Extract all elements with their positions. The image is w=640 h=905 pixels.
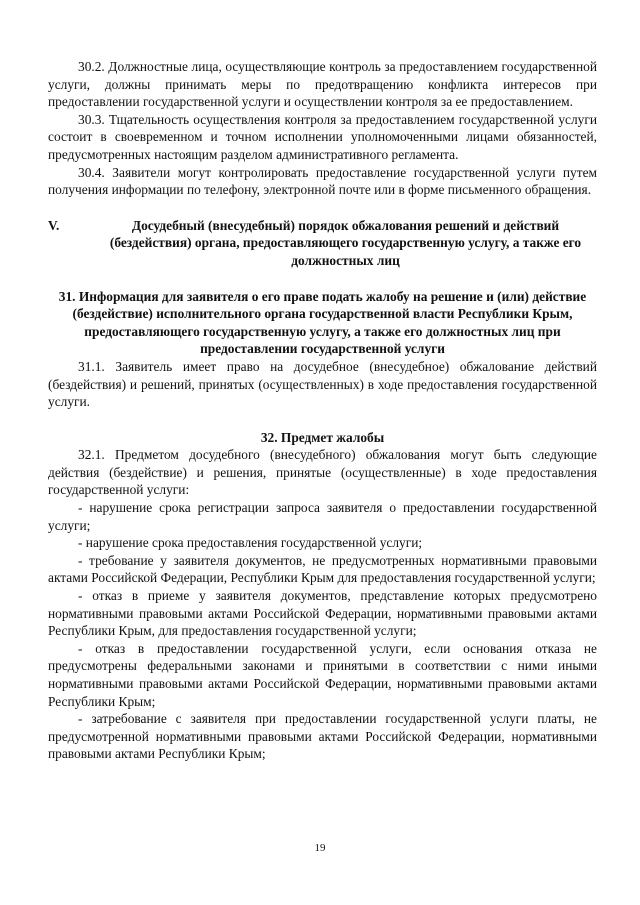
paragraph-30-3: 30.3. Тщательность осуществления контроля за предоставлением государственной услуги состоит в своевременном и точном исполнении уполномоченными лицами обязанностей, предусмотренных настоящим разделом административного регламента. — [48, 111, 597, 162]
list-item: - затребование с заявителя при предоставлении государственной услуги платы, не предусмотренной нормативными правовыми актами Российской Федерации, нормативными правовыми актами Республики Крым; — [48, 711, 597, 762]
list-item: - отказ в приеме у заявителя документов, представление которых предусмотрено нормативными правовыми актами Российской Федерации, нормативными правовыми актами Республики Крым, для предоставления государственной услуги; — [48, 588, 597, 639]
list-item: - нарушение срока предоставления государственной услуги; — [78, 535, 423, 551]
paragraph-30-4: 30.4. Заявители могут контролировать предоставление государственной услуги путем получения информации по телефону, электронной почте или в форме письменного обращения. — [48, 164, 597, 198]
paragraph-31-1: 31.1. Заявитель имеет право на досудебное (внесудебное) обжалование действий (бездействия) и решений, принятых (осуществленных) в ходе предоставления государственной услуги. — [48, 358, 597, 410]
section-v-title: Досудебный (внесудебный) порядок обжалования решений и действий (бездействия) органа, предоставляющего государственную услугу, а также его должностных лиц — [109, 217, 582, 268]
list-item: - отказ в предоставлении государственной услуги, если основания отказа не предусмотрены федеральными законами и принятыми в соответствии с ними иными нормативными правовыми актами Российской Федерации, нормативными правовыми актами Республики Крым; — [48, 640, 597, 709]
document-page — [48, 58, 597, 763]
section-v-number: V. — [48, 217, 60, 233]
page-number: 19 — [314, 842, 326, 854]
paragraph-32-1: 32.1. Предметом досудебного (внесудебного) обжалования могут быть следующие действия (бездействие) и решения, принятые (осуществленные) в ходе предоставления государственной услуги: — [48, 447, 597, 498]
paragraph-30-2: 30.2. Должностные лица, осуществляющие контроль за предоставлением государственной услуги, должны принимать меры по предотвращению конфликта интересов при предоставлении государственной услуги и осуществлении контроля за ее предоставлением. — [48, 59, 597, 110]
section-v-heading — [48, 217, 597, 270]
section-32-title: 32. Предмет жалобы — [260, 429, 385, 445]
list-item: - нарушение срока регистрации запроса заявителя о предоставлении государственной услуги; — [48, 500, 597, 533]
section-31-title: 31. Информация для заявителя о его праве подать жалобу на решение и (или) действие (бездействие) исполнительного органа государственной власти Республики Крым, предоставляющего государственную услугу, а также его должностных лиц при предоставлении государственной услуги — [58, 288, 587, 357]
list-item: - требование у заявителя документов, не предусмотренных нормативными правовыми актами Российской Федерации, Республики Крым для предоставления государственной услуги; — [48, 552, 597, 586]
